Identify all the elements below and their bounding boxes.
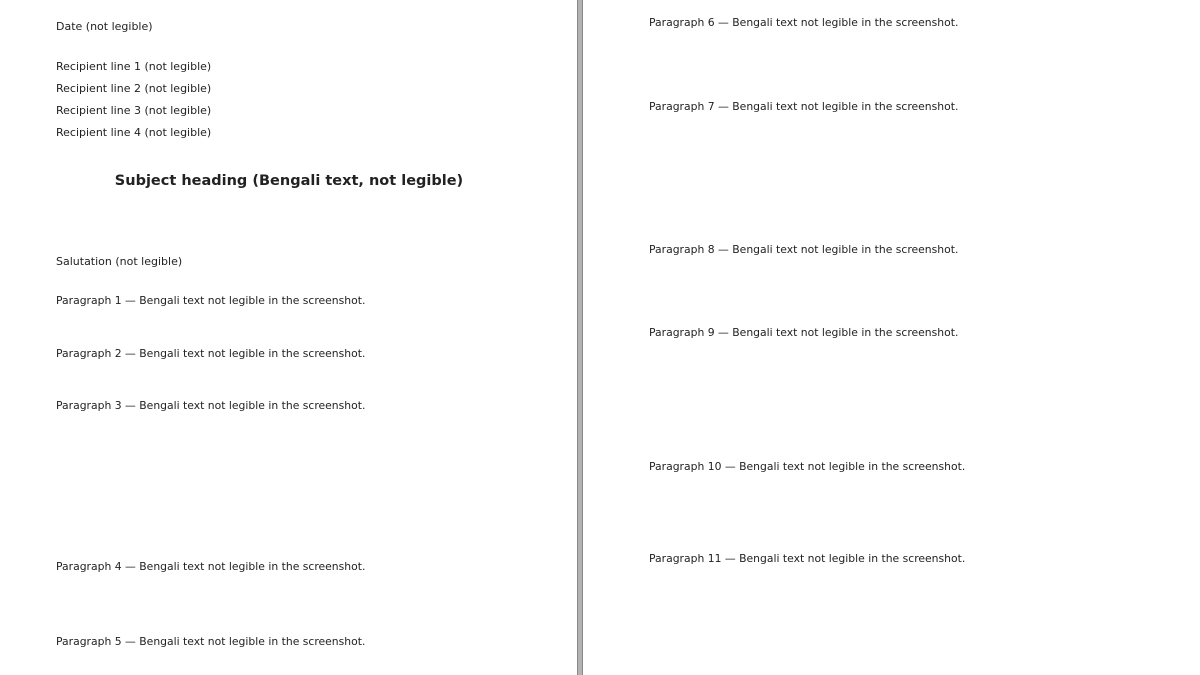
recipient-salutation: Recipient line 1 (not legible) (56, 60, 212, 73)
recipient-title: Recipient line 3 (not legible) (56, 104, 212, 117)
document-page-right (582, 0, 1200, 675)
paragraph: Paragraph 11 — Bengali text not legible in the screenshot. (649, 552, 966, 565)
letter-subject: Subject heading (Bengali text, not legible) (114, 173, 464, 189)
paragraph: Paragraph 5 — Bengali text not legible in the screenshot. (56, 635, 366, 648)
paragraph: Paragraph 6 — Bengali text not legible in the screenshot. (649, 16, 959, 29)
paragraph: Paragraph 2 — Bengali text not legible in the screenshot. (56, 347, 366, 360)
letter-greeting: Salutation (not legible) (56, 255, 183, 268)
paragraph: Paragraph 7 — Bengali text not legible in the screenshot. (649, 100, 959, 113)
letter-date: Date (not legible) (56, 20, 153, 33)
paragraph: Paragraph 4 — Bengali text not legible in the screenshot. (56, 560, 366, 573)
paragraph: Paragraph 3 — Bengali text not legible in the screenshot. (56, 399, 366, 412)
paragraph: Paragraph 8 — Bengali text not legible in the screenshot. (649, 243, 959, 256)
paragraph: Paragraph 9 — Bengali text not legible in the screenshot. (649, 326, 959, 339)
recipient-organization: Recipient line 4 (not legible) (56, 126, 212, 139)
document-page-left (0, 0, 578, 675)
recipient-name: Recipient line 2 (not legible) (56, 82, 212, 95)
paragraph: Paragraph 1 — Bengali text not legible in the screenshot. (56, 294, 366, 307)
paragraph: Paragraph 10 — Bengali text not legible in the screenshot. (649, 460, 966, 473)
